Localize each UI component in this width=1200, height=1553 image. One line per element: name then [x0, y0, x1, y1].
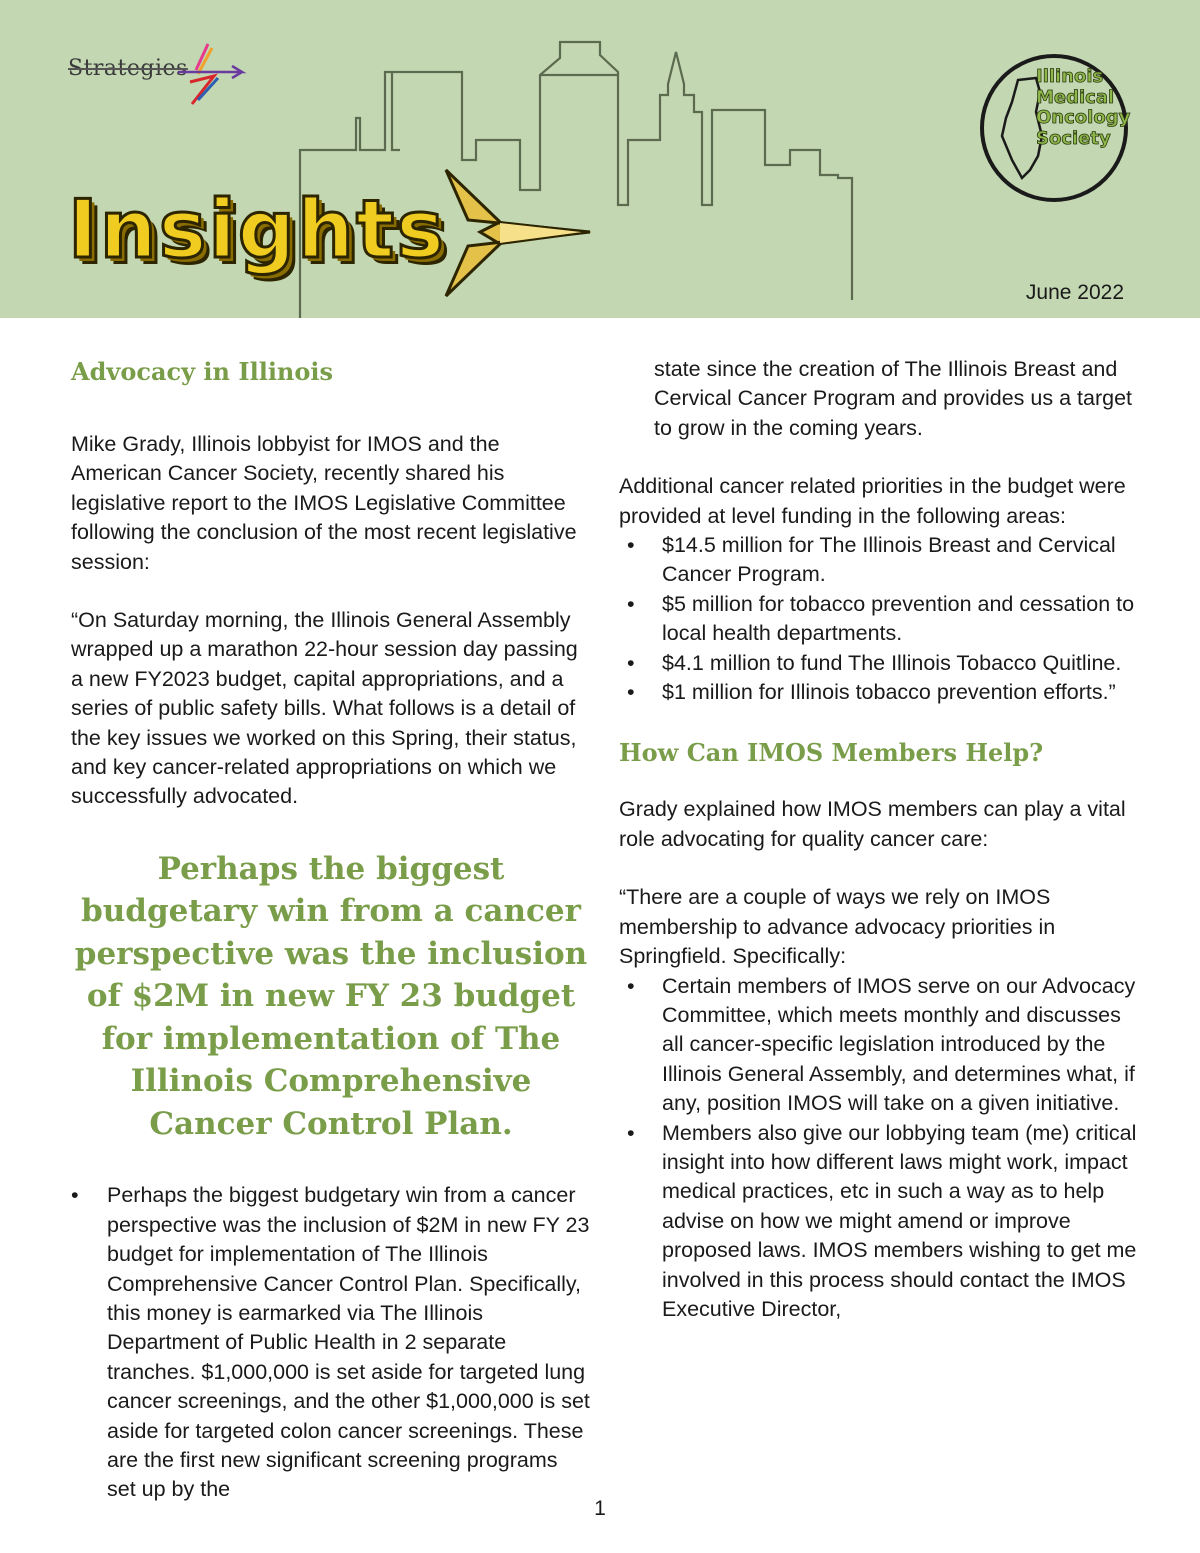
reliance-paragraph: “There are a couple of ways we rely on IMOS membership to advance advocacy priorities in Springfield. Specifically: — [619, 885, 1056, 969]
bullet-icon: • — [627, 650, 635, 675]
list-item: • $4.1 million to fund The Illinois Tobacco Quitline. — [619, 649, 1139, 678]
pull-quote: Perhaps the biggest budgetary win from a cancer perspective was the inclusion of $2M in new FY 23 budget for implementation of The Illinois Comprehensive Cancer Control Plan. — [74, 850, 588, 1142]
member-help-list — [619, 972, 1139, 1325]
left-column — [71, 352, 591, 1505]
list-item: • Perhaps the biggest budgetary win from a cancer perspective was the inclusion of $2M in new FY 23 budget for implementation of The Illinois Comprehensive Cancer Control Plan. Specifically, this money is earmarked via The Illinois Department of Public Health in 2 separate tranches. $1,000,000 is set aside for targeted lung cancer screenings, and the other $1,000,000 is set aside for targeted colon cancer screenings. These are the first new significant screening programs set up by the — [71, 1183, 590, 1502]
bullet-icon: • — [627, 591, 635, 616]
insights-arrow-graphic — [440, 160, 600, 300]
section-heading-advocacy: Advocacy in Illinois — [71, 357, 334, 386]
imos-seal-text: Illinois Medical Oncology Society — [1036, 66, 1131, 149]
list-item: • $5 million for tobacco prevention and cessation to local health departments. — [627, 591, 1135, 646]
strategies-logo-text: Strategies — [68, 56, 188, 81]
bullet-icon: • — [627, 680, 635, 705]
masthead-banner — [0, 0, 1200, 318]
insights-title: Insights — [68, 183, 446, 276]
quote-paragraph: “On Saturday morning, the Illinois General Assembly wrapped up a marathon 22-hour session day passing a new FY2023 budget, capital appropriations, and a series of public safety bills. What follows is a detail of the key issues we worked on this Spring, their status, and key cancer-related appropriations on which we successfully advocated. — [71, 608, 578, 809]
strategies-arrow-logo — [178, 42, 248, 110]
additional-priorities-paragraph: Additional cancer related priorities in the budget were provided at level funding in the following areas: — [619, 474, 1126, 528]
continued-bullet-text: state since the creation of The Illinois Breast and Cervical Cancer Program and provides us a target to grow in the coming years. — [654, 357, 1132, 440]
bullet-icon: • — [627, 1120, 635, 1145]
bullet-icon: • — [627, 973, 635, 998]
list-item: • $1 million for Illinois tobacco prevention efforts.” — [619, 678, 1139, 707]
page-number: 1 — [594, 1497, 606, 1520]
intro-paragraph: Mike Grady, Illinois lobbyist for IMOS and the American Cancer Society, recently shared his legislative report to the IMOS Legislative Committee following the conclusion of the most recent legislative session: — [71, 432, 577, 574]
issue-date: June 2022 — [1025, 281, 1124, 304]
list-item: • Members also give our lobbying team (me) critical insight into how different laws might work, impact medical practices, etc in such a way as to help advise on how we might amend or improve proposed laws. IMOS members wishing to get me involved in this process should contact the IMOS Executive Director, — [627, 1120, 1137, 1321]
list-item: • Certain members of IMOS serve on our Advocacy Committee, which meets monthly and discusses all cancer-specific legislation introduced by the Illinois General Assembly, and determines what, if any, position IMOS will take on a given initiative. — [627, 973, 1136, 1116]
list-item: • $14.5 million for The Illinois Breast and Cervical Cancer Program. — [627, 533, 1116, 587]
budget-win-list — [71, 1181, 591, 1504]
bullet-icon: • — [627, 533, 635, 558]
right-column — [619, 352, 1139, 1324]
grady-paragraph: Grady explained how IMOS members can play a vital role advocating for quality cancer care: — [619, 797, 1126, 851]
bullet-icon: • — [71, 1183, 79, 1208]
section-heading-help: How Can IMOS Members Help? — [619, 738, 1044, 768]
funding-list — [619, 531, 1139, 707]
